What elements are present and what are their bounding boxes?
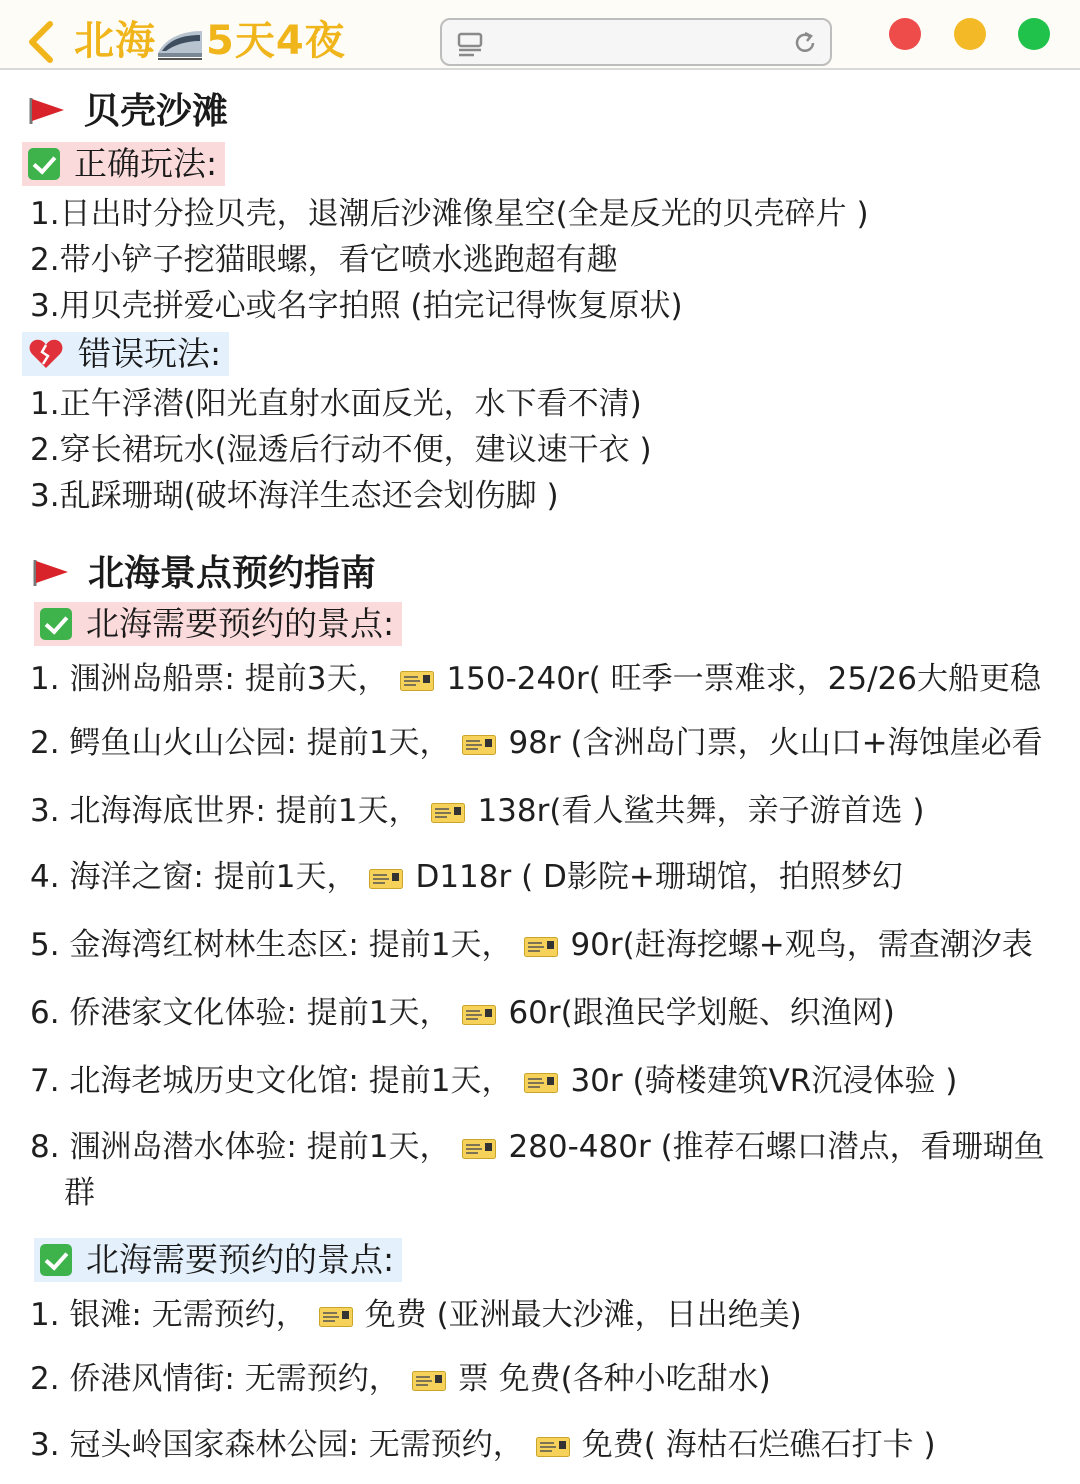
attraction-booking-text: 3. 冠头岭国家森林公园: 无需预约， — [30, 1427, 524, 1463]
list-item — [30, 1356, 771, 1402]
top-bar — [0, 0, 1080, 70]
attraction-booking-text: 3. 北海海底世界: 提前1天， — [30, 793, 420, 829]
ticket-icon — [400, 671, 434, 691]
reload-icon[interactable] — [792, 30, 818, 56]
attraction-price-text: 免费( 海枯石烂礁石打卡 ) — [581, 1427, 936, 1463]
list-item — [30, 1292, 802, 1338]
list-item: 1.正午浮潜(阳光直射水面反光，水下看不清) — [30, 386, 642, 422]
correct-play-text: 正确玩法: — [74, 144, 218, 183]
list-item: 2.带小铲子挖猫眼螺，看它喷水逃跑超有趣 — [30, 242, 618, 278]
list-item: 3.用贝壳拼爱心或名字拍照 (拍完记得恢复原状) — [30, 288, 683, 324]
ticket-icon — [369, 869, 403, 889]
section-heading-booking-guide: 北海景点预约指南 — [88, 553, 377, 594]
list-item — [30, 1058, 957, 1104]
list-item — [30, 922, 1033, 968]
ticket-icon — [462, 1005, 496, 1025]
no-reserve-attractions-text: 北海需要预约的景点: — [86, 1240, 395, 1279]
list-item-continuation: 群 — [64, 1175, 95, 1211]
back-chevron-icon[interactable] — [26, 20, 56, 64]
list-item: 1.日出时分捡贝壳，退潮后沙滩像星空(全是反光的贝壳碎片 ) — [30, 196, 869, 232]
ticket-icon — [431, 803, 465, 823]
attraction-price-text: 30r (骑楼建筑VR沉浸体验 ) — [570, 1063, 958, 1099]
attraction-price-text: 票 免费(各种小吃甜水) — [457, 1361, 771, 1397]
list-item — [30, 788, 924, 834]
wrong-play-text: 错误玩法: — [78, 334, 222, 373]
attraction-booking-text: 5. 金海湾红树林生态区: 提前1天， — [30, 927, 513, 963]
list-item: 3.乱踩珊瑚(破坏海洋生态还会划伤脚 ) — [30, 478, 559, 514]
list-item — [30, 656, 1041, 702]
attraction-booking-text: 6. 侨港家文化体验: 提前1天， — [30, 995, 451, 1031]
reserve-attractions-text: 北海需要预约的景点: — [86, 604, 395, 643]
document-icon — [456, 30, 484, 58]
correct-play-label — [22, 142, 225, 186]
list-item — [30, 1124, 1045, 1170]
attraction-price-text: 98r (含洲岛门票，火山口+海蚀崖必看 — [508, 725, 1043, 761]
attraction-booking-text: 1. 银滩: 无需预约， — [30, 1297, 307, 1333]
address-bar[interactable] — [440, 18, 832, 66]
close-window-button[interactable] — [889, 18, 921, 50]
attraction-price-text: 138r(看人鲨共舞，亲子游首选 ) — [477, 793, 925, 829]
attraction-booking-text: 2. 侨港风情街: 无需预约， — [30, 1361, 400, 1397]
attraction-booking-text: 4. 海洋之窗: 提前1天， — [30, 859, 358, 895]
attraction-price-text: 60r(跟渔民学划艇、织渔网) — [508, 995, 895, 1031]
ticket-icon — [524, 937, 558, 957]
attraction-booking-text: 1. 涠洲岛船票: 提前3天， — [30, 661, 389, 697]
broken-heart-icon — [28, 338, 64, 370]
ticket-icon — [412, 1371, 446, 1391]
ticket-icon — [319, 1307, 353, 1327]
minimize-window-button[interactable] — [954, 18, 986, 50]
attraction-price-text: 150-240r( 旺季一票难求，25/26大船更稳 — [446, 661, 1042, 697]
wrong-play-label — [22, 332, 229, 376]
maximize-window-button[interactable] — [1018, 18, 1050, 50]
list-item — [30, 720, 1043, 766]
title-suffix: 5天4夜 — [206, 18, 346, 64]
list-item — [30, 854, 903, 900]
no-reserve-attractions-label — [34, 1238, 402, 1282]
attraction-booking-text: 2. 鳄鱼山火山公园: 提前1天， — [30, 725, 451, 761]
title-prefix: 北海 — [74, 18, 156, 64]
check-mark-icon — [28, 148, 60, 180]
red-flag-icon — [32, 558, 70, 588]
list-item — [30, 990, 895, 1036]
list-item: 2.穿长裙玩水(湿透后行动不便，建议速干衣 ) — [30, 432, 652, 468]
ticket-icon — [524, 1073, 558, 1093]
ticket-icon — [462, 735, 496, 755]
attraction-price-text: D118r ( D影院+珊瑚馆，拍照梦幻 — [415, 859, 903, 895]
attraction-booking-text: 7. 北海老城历史文化馆: 提前1天， — [30, 1063, 513, 1099]
ticket-icon — [462, 1139, 496, 1159]
red-flag-icon — [28, 96, 66, 126]
attraction-price-text: 280-480r (推荐石螺口潜点，看珊瑚鱼 — [508, 1129, 1045, 1165]
attraction-price-text: 90r(赶海挖螺+观鸟，需查潮汐表 — [570, 927, 1033, 963]
list-item — [30, 1422, 936, 1468]
check-mark-icon — [40, 1244, 72, 1276]
attraction-booking-text: 8. 涠洲岛潜水体验: 提前1天， — [30, 1129, 451, 1165]
check-mark-icon — [40, 608, 72, 640]
section-heading-shell-beach: 贝壳沙滩 — [84, 91, 229, 132]
page-title — [74, 14, 346, 68]
ticket-icon — [536, 1437, 570, 1457]
reserve-attractions-label — [34, 602, 402, 646]
bullet-train-icon — [156, 25, 204, 61]
attraction-price-text: 免费 (亚洲最大沙滩，日出绝美) — [364, 1297, 802, 1333]
